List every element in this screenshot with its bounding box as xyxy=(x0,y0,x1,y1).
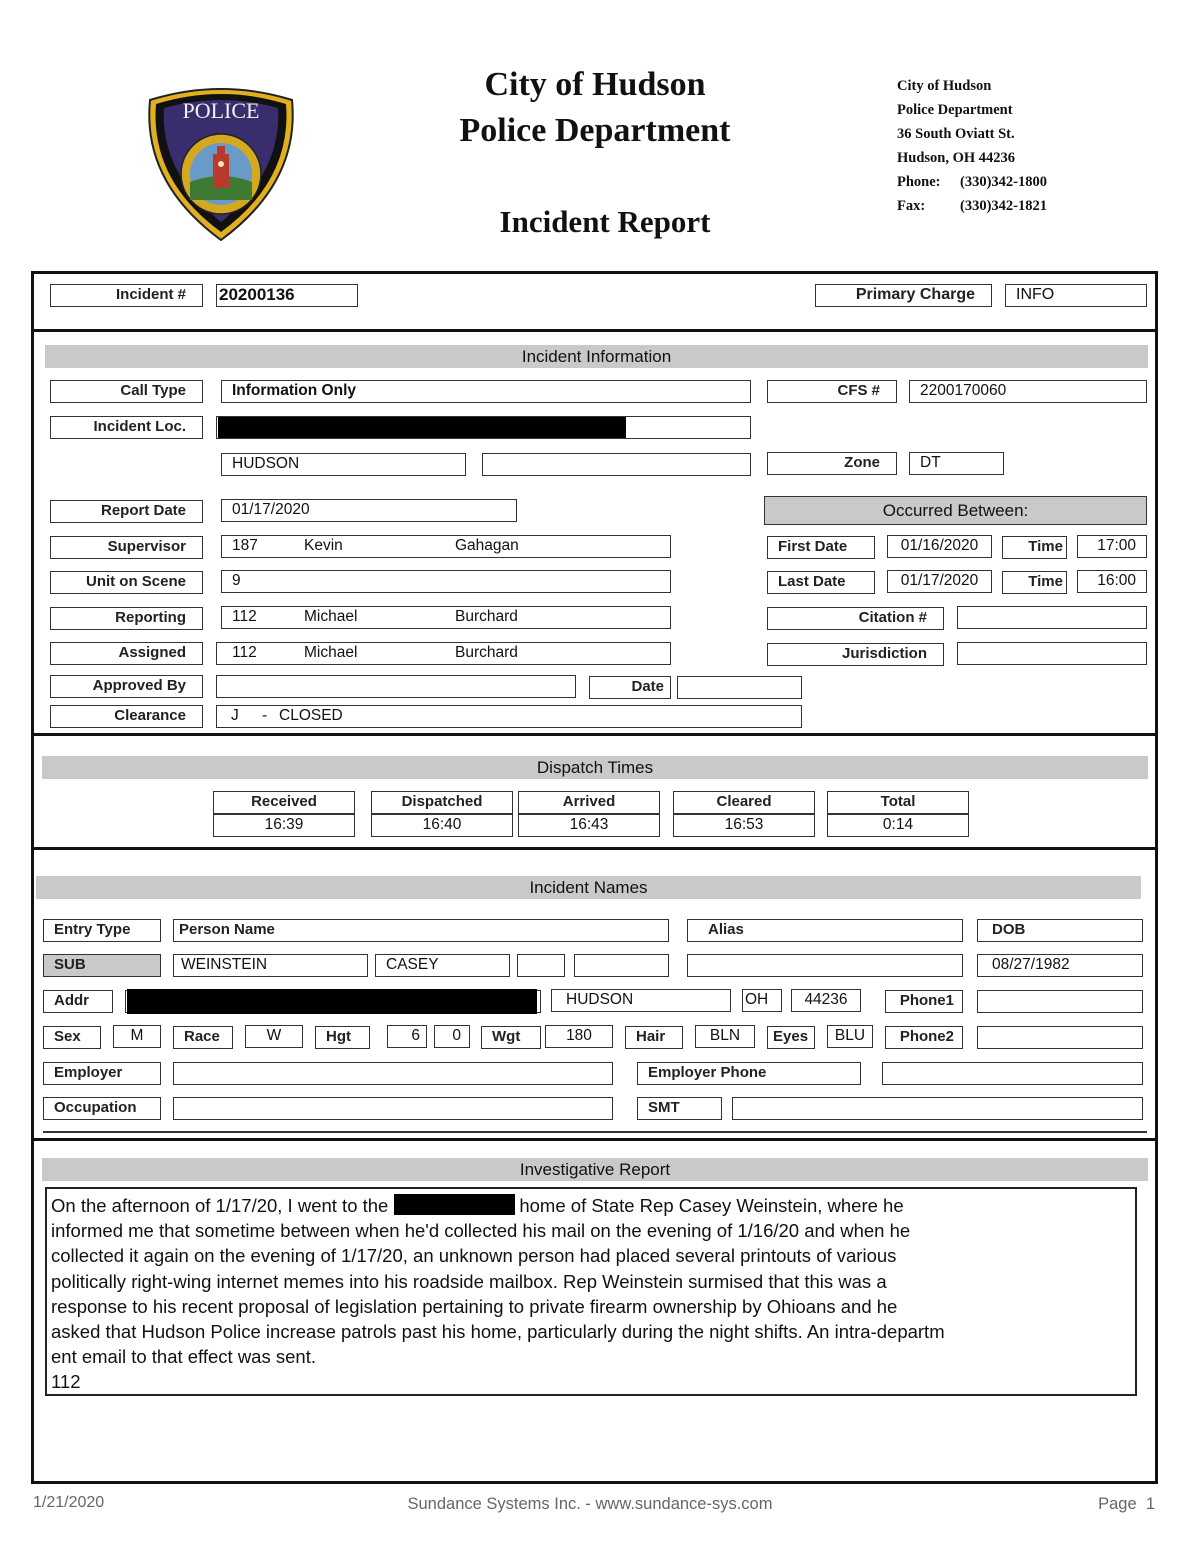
badge-top-text: POLICE xyxy=(182,98,260,123)
assigned-id: 112 xyxy=(232,644,257,661)
footer-page-number: Page 1 xyxy=(1098,1495,1155,1513)
eyes-label: Eyes xyxy=(767,1026,815,1049)
supervisor-label: Supervisor xyxy=(50,536,203,559)
police-badge-logo xyxy=(140,82,302,244)
occurred-between-header: Occurred Between: xyxy=(764,496,1147,525)
sex-field: M xyxy=(113,1025,161,1048)
narrative-text: informed me that sometime between when he'd collected his mail on the evening of 1/16/20 and when he xyxy=(51,1220,911,1242)
employer-field xyxy=(173,1062,613,1085)
approval-date-field xyxy=(677,676,802,699)
weight-label: Wgt xyxy=(481,1026,541,1049)
supervisor-field xyxy=(221,535,671,558)
assigned-last-name: Burchard xyxy=(455,644,518,661)
dispatch-total-label: Total xyxy=(827,791,969,814)
height-feet-field: 6 xyxy=(387,1025,427,1048)
last-date-label: Last Date xyxy=(767,571,875,594)
investigative-report-header: Investigative Report xyxy=(42,1158,1148,1181)
supervisor-last-name: Gahagan xyxy=(455,537,519,554)
sex-label: Sex xyxy=(43,1026,101,1049)
section-divider xyxy=(31,1138,1158,1141)
narrative-text: ent email to that effect was sent. xyxy=(51,1346,316,1368)
jurisdiction-label: Jurisdiction xyxy=(767,643,944,666)
location-extra-field xyxy=(482,453,751,476)
race-field: W xyxy=(245,1025,303,1048)
dispatch-total-value: 0:14 xyxy=(827,814,969,837)
assigned-first-name: Michael xyxy=(304,644,358,661)
incident-number-label: Incident # xyxy=(50,284,203,307)
citation-field xyxy=(957,606,1147,629)
fax-number: (330)342-1821 xyxy=(960,198,1047,214)
report-title: Incident Report xyxy=(499,204,711,239)
narrative-text: On the afternoon of 1/17/20, I went to the xyxy=(51,1195,389,1216)
names-bottom-rule xyxy=(43,1131,1147,1133)
narrative-text: 112 xyxy=(51,1371,81,1393)
location-city-field: HUDSON xyxy=(221,453,466,476)
report-date-label: Report Date xyxy=(50,500,203,523)
cfs-field: 2200170060 xyxy=(909,380,1147,403)
dispatch-times-header: Dispatch Times xyxy=(42,756,1148,779)
dispatch-dispatched-label: Dispatched xyxy=(371,791,513,814)
employer-phone-label: Employer Phone xyxy=(637,1062,861,1085)
call-type-field: Information Only xyxy=(221,380,751,403)
height-inches-field: 0 xyxy=(434,1025,470,1048)
reporting-field xyxy=(221,606,671,629)
smt-field xyxy=(732,1097,1143,1120)
alias-label: Alias xyxy=(687,919,963,942)
primary-charge-label: Primary Charge xyxy=(815,284,992,307)
race-label: Race xyxy=(173,1026,233,1049)
reporting-id: 112 xyxy=(232,608,257,625)
dispatch-arrived-value: 16:43 xyxy=(518,814,660,837)
narrative-text: response to his recent proposal of legislation pertaining to private firearm ownership by Ohioans and he xyxy=(51,1295,898,1317)
call-type-label: Call Type xyxy=(50,380,203,403)
first-date-field: 01/16/2020 xyxy=(887,535,992,558)
unit-on-scene-label: Unit on Scene xyxy=(50,571,203,594)
approved-by-field xyxy=(216,675,576,698)
dispatch-dispatched-value: 16:40 xyxy=(371,814,513,837)
occupation-label: Occupation xyxy=(43,1097,161,1120)
person-name-label: Person Name xyxy=(173,919,669,942)
redaction-bar xyxy=(127,989,537,1014)
unit-on-scene-field: 9 xyxy=(221,570,671,593)
redaction-bar xyxy=(218,417,626,438)
investigative-narrative xyxy=(45,1187,1137,1396)
section-divider xyxy=(31,733,1158,736)
alias-field xyxy=(687,954,963,977)
address-city-field: HUDSON xyxy=(551,989,731,1012)
first-time-label: Time xyxy=(1002,536,1067,559)
city-title: City of Hudson xyxy=(484,66,706,103)
address-label: Addr xyxy=(43,990,113,1013)
address-state-field: OH xyxy=(742,989,782,1012)
entry-type-label: Entry Type xyxy=(43,919,161,942)
narrative-text: asked that Hudson Police increase patrols past his home, particularly during the night shifts. An intra-departm xyxy=(51,1321,945,1343)
phone-label: Phone: xyxy=(897,174,941,190)
approved-by-label: Approved By xyxy=(50,675,203,698)
last-time-label: Time xyxy=(1002,571,1067,594)
cfs-label: CFS # xyxy=(767,380,897,403)
hair-label: Hair xyxy=(625,1026,683,1049)
address-line: Police Department xyxy=(897,102,1013,118)
report-date-field: 01/17/2020 xyxy=(221,499,517,522)
weight-field: 180 xyxy=(545,1025,613,1048)
zone-label: Zone xyxy=(767,452,897,475)
hair-field: BLN xyxy=(695,1025,755,1048)
address-line: Hudson, OH 44236 xyxy=(897,150,1016,166)
dispatch-cleared-value: 16:53 xyxy=(673,814,815,837)
supervisor-first-name: Kevin xyxy=(304,537,343,554)
entry-type-value: SUB xyxy=(43,954,161,977)
department-address xyxy=(897,74,1047,218)
address-line: City of Hudson xyxy=(897,78,992,94)
last-time-field: 16:00 xyxy=(1077,570,1147,593)
narrative-text: home of State Rep Casey Weinstein, where he xyxy=(519,1195,904,1216)
incident-information-header: Incident Information xyxy=(45,345,1148,368)
dispatch-received-value: 16:39 xyxy=(213,814,355,837)
phone1-label: Phone1 xyxy=(885,990,963,1013)
person-suffix-field xyxy=(574,954,669,977)
zone-field: DT xyxy=(909,452,1004,475)
reporting-label: Reporting xyxy=(50,607,203,630)
primary-charge-field: INFO xyxy=(1005,284,1147,307)
address-zip-field: 44236 xyxy=(791,989,861,1012)
clearance-code: J xyxy=(231,707,239,724)
assigned-label: Assigned xyxy=(50,642,203,665)
occupation-field xyxy=(173,1097,613,1120)
clearance-status: CLOSED xyxy=(279,707,343,724)
redaction-bar xyxy=(394,1194,515,1215)
dispatch-received-label: Received xyxy=(213,791,355,814)
clearance-label: Clearance xyxy=(50,705,203,728)
person-first-name-field: CASEY xyxy=(375,954,510,977)
narrative-text: collected it again on the evening of 1/17/20, an unknown person had placed several printouts of various xyxy=(51,1245,897,1267)
clearance-separator: - xyxy=(262,707,268,724)
phone-number: (330)342-1800 xyxy=(960,174,1047,190)
incident-location-label: Incident Loc. xyxy=(50,416,203,439)
citation-label: Citation # xyxy=(767,607,944,630)
footer-vendor: Sundance Systems Inc. - www.sundance-sys.com xyxy=(407,1495,773,1513)
reporting-last-name: Burchard xyxy=(455,608,518,625)
smt-label: SMT xyxy=(637,1097,722,1120)
fax-label: Fax: xyxy=(897,198,926,214)
person-last-name-field: WEINSTEIN xyxy=(173,954,368,977)
address-line: 36 South Oviatt St. xyxy=(897,126,1015,142)
supervisor-id: 187 xyxy=(232,537,258,554)
section-divider xyxy=(31,329,1158,332)
incident-number-field: 20200136 xyxy=(216,284,358,307)
phone2-field xyxy=(977,1026,1143,1049)
dispatch-arrived-label: Arrived xyxy=(518,791,660,814)
first-date-label: First Date xyxy=(767,536,875,559)
phone2-label: Phone2 xyxy=(885,1026,963,1049)
reporting-first-name: Michael xyxy=(304,608,358,625)
section-divider xyxy=(31,847,1158,850)
incident-names-header: Incident Names xyxy=(36,876,1141,899)
first-time-field: 17:00 xyxy=(1077,535,1147,558)
dob-field: 08/27/1982 xyxy=(977,954,1143,977)
footer-print-date: 1/21/2020 xyxy=(33,1494,105,1511)
eyes-field: BLU xyxy=(827,1025,873,1048)
employer-label: Employer xyxy=(43,1062,161,1085)
height-label: Hgt xyxy=(315,1026,370,1049)
person-middle-field xyxy=(517,954,565,977)
dob-label: DOB xyxy=(977,919,1143,942)
approval-date-label: Date xyxy=(589,676,671,699)
assigned-field xyxy=(216,642,671,665)
employer-phone-field xyxy=(882,1062,1143,1085)
jurisdiction-field xyxy=(957,642,1147,665)
phone1-field xyxy=(977,990,1143,1013)
narrative-text: politically right-wing internet memes into his roadside mailbox. Rep Weinstein surmised that this was a xyxy=(51,1270,887,1292)
last-date-field: 01/17/2020 xyxy=(887,570,992,593)
dispatch-cleared-label: Cleared xyxy=(673,791,815,814)
clearance-field xyxy=(216,705,802,728)
department-title: Police Department xyxy=(459,112,731,149)
